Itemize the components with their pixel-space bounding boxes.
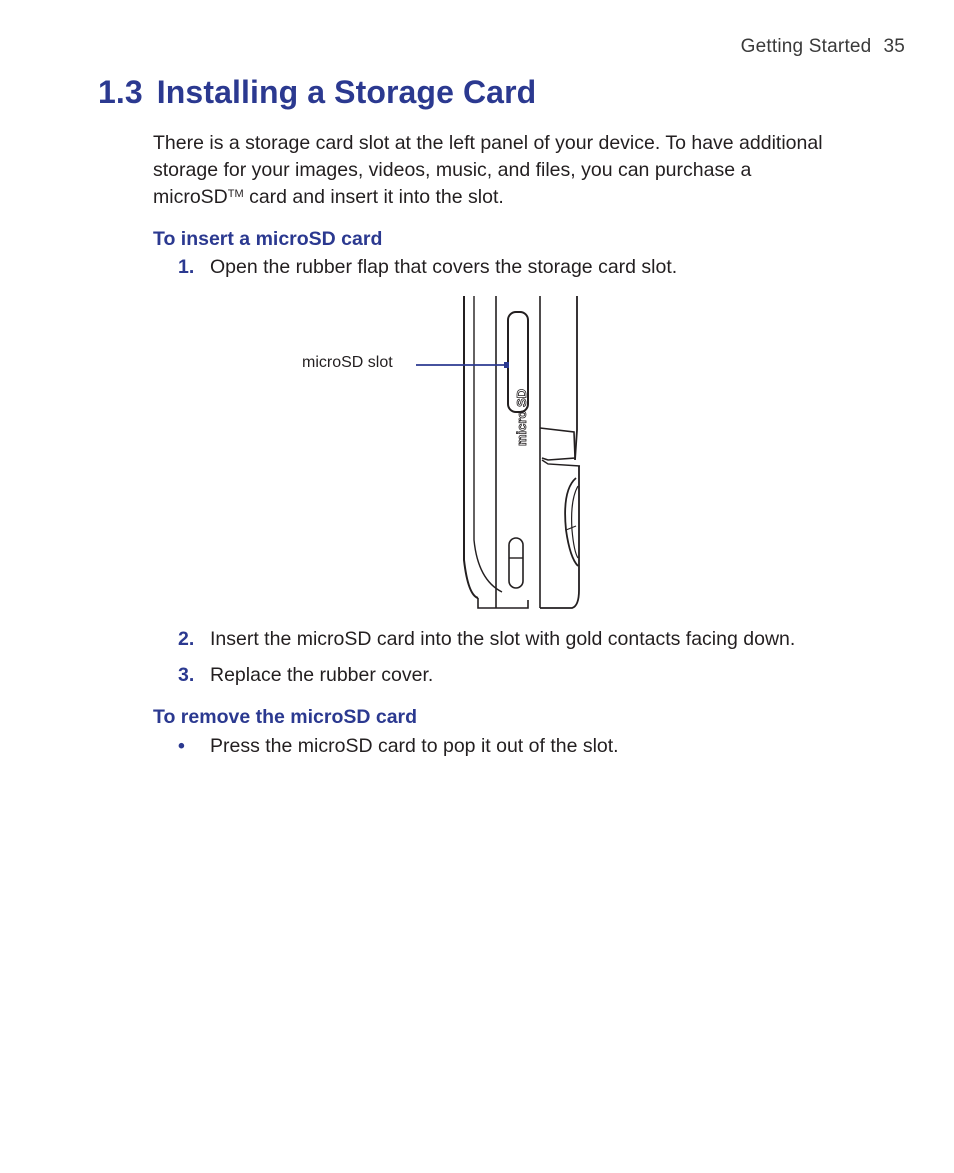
insert-heading: To insert a microSD card bbox=[153, 228, 383, 250]
step-item bbox=[178, 254, 677, 281]
section-title bbox=[98, 74, 536, 111]
intro-paragraph bbox=[153, 130, 833, 211]
callout-label: microSD slot bbox=[302, 354, 393, 371]
microsd-logo: micro SD bbox=[514, 388, 529, 446]
bullet-item bbox=[178, 733, 619, 760]
callout-pointer bbox=[504, 362, 509, 368]
step-item bbox=[178, 626, 795, 653]
trademark-mark: TM bbox=[227, 188, 244, 200]
remove-heading: To remove the microSD card bbox=[153, 706, 418, 728]
device-figure bbox=[290, 290, 600, 615]
bullet-marker: • bbox=[178, 735, 185, 757]
intro-text: There is a storage card slot at the left panel of your device. To have additional storage for your images, videos, music, and files, you can purchase a microSD bbox=[153, 132, 823, 208]
bullet-text: Press the microSD card to pop it out of the slot. bbox=[210, 735, 619, 757]
step-number: 2. bbox=[178, 628, 195, 650]
step-item bbox=[178, 662, 433, 689]
section-title-text: Installing a Storage Card bbox=[156, 74, 537, 110]
running-header bbox=[741, 36, 905, 58]
step-number: 1. bbox=[178, 256, 195, 278]
section-number: 1.3 bbox=[98, 74, 143, 110]
step-number: 3. bbox=[178, 664, 195, 686]
page-number: 35 bbox=[883, 36, 905, 57]
step-text: Insert the microSD card into the slot with gold contacts facing down. bbox=[210, 628, 796, 650]
step-text: Replace the rubber cover. bbox=[210, 664, 434, 686]
step-text: Open the rubber flap that covers the storage card slot. bbox=[210, 256, 678, 278]
header-section: Getting Started bbox=[740, 36, 872, 57]
device-side-illustration bbox=[290, 290, 600, 615]
intro-text-end: card and insert it into the slot. bbox=[243, 186, 504, 208]
